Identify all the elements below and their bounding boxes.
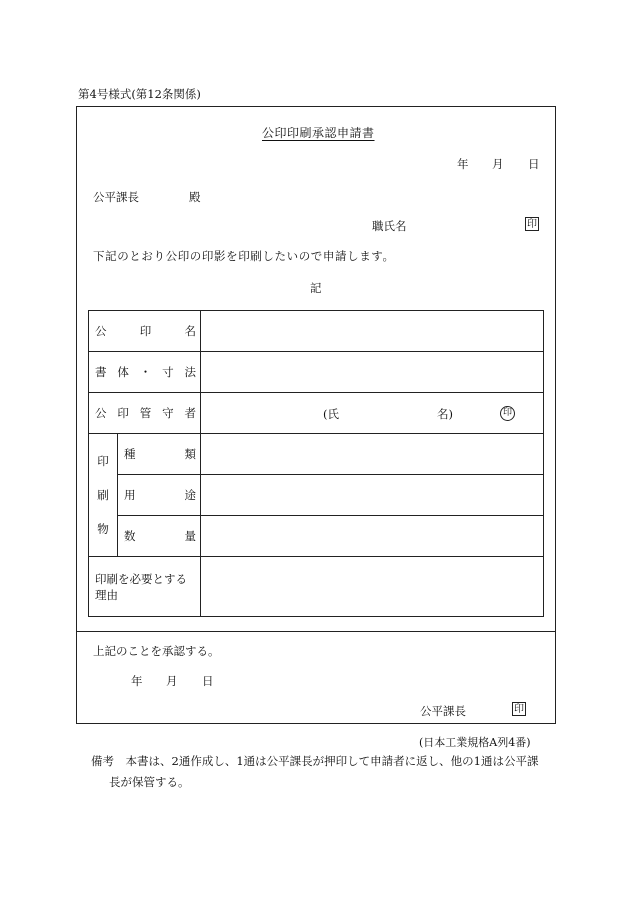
custodian-label: 公 印 管 守 者 [89,393,201,434]
table-row [89,434,544,475]
reason-label: 印刷を必要とする 理由 [89,557,201,617]
approver-seal-mark: 印 [514,704,524,715]
paper-size-note: (日本工業規格A列4番) [419,736,531,749]
use-field[interactable] [201,475,544,516]
form-number-label: 第4号様式(第12条関係) [78,87,201,101]
form-title: 公印印刷承認申請書 [262,126,375,140]
printed-matter-label: 印 刷 物 [89,434,118,557]
remarks-line-2: 長が保管する。 [109,775,190,789]
type-label: 種 類 [118,434,201,475]
approval-month-label: 月 [166,674,178,688]
custodian-field[interactable] [201,393,544,434]
table-row [89,475,544,516]
ki-heading: 記 [310,281,322,295]
approver-title: 公平課長 [420,704,466,718]
custodian-name-open: (氏 [323,407,339,421]
approval-divider [76,631,556,632]
request-statement: 下記のとおり公印の印影を印刷したいので申請します。 [93,249,395,263]
approval-day-label: 日 [202,674,214,688]
application-table [88,310,544,617]
seal-name-label: 公 印 名 [89,311,201,352]
font-size-field[interactable] [201,352,544,393]
table-row [89,557,544,617]
date-month-label: 月 [492,157,504,171]
custodian-seal-mark: 印 [500,406,515,421]
quantity-label: 数 量 [118,516,201,557]
custodian-name-close: 名) [437,407,453,421]
seal-name-field[interactable] [201,311,544,352]
table-row [89,516,544,557]
table-row [89,352,544,393]
remarks-line-1: 備考 本書は、2通作成し、1通は公平課長が押印して申請者に返し、他の1通は公平課 [91,754,539,768]
addressee-honorific: 殿 [189,190,201,204]
font-size-label: 書 体 ・ 寸 法 [89,352,201,393]
applicant-seal-mark: 印 [527,219,537,230]
date-year-label: 年 [457,157,469,171]
quantity-field[interactable] [201,516,544,557]
approval-year-label: 年 [131,674,143,688]
type-field[interactable] [201,434,544,475]
addressee-name: 公平課長 [93,190,139,204]
use-label: 用 途 [118,475,201,516]
applicant-name-label: 職氏名 [372,219,407,233]
table-row [89,393,544,434]
reason-field[interactable] [201,557,544,617]
approval-statement: 上記のことを承認する。 [93,644,220,658]
table-row [89,311,544,352]
date-day-label: 日 [528,157,540,171]
